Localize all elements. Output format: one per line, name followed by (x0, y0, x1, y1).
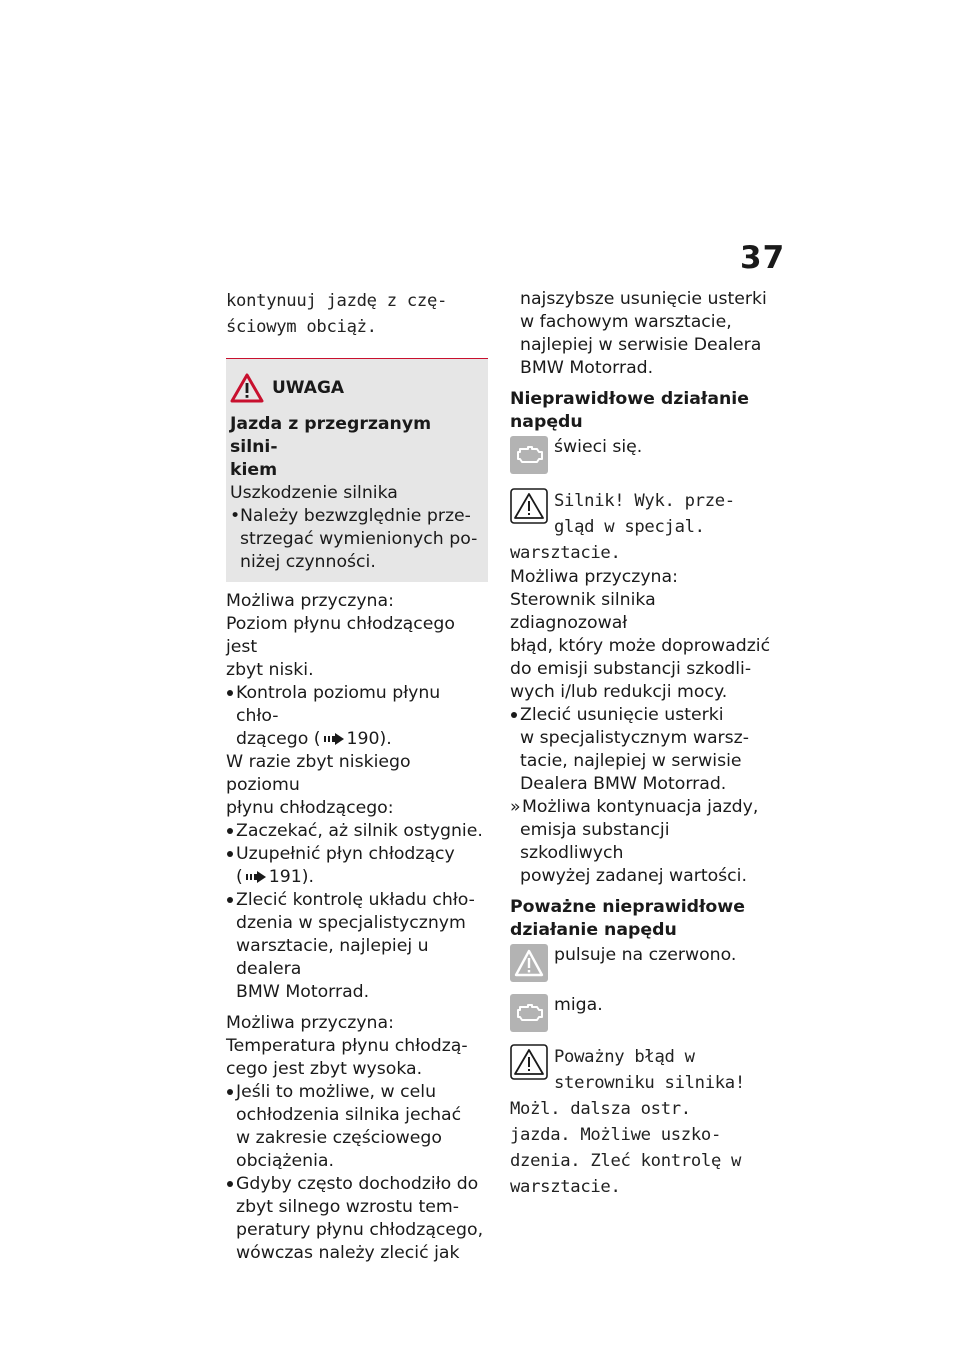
mono-line: Możl. dalsza ostr. (510, 1099, 691, 1119)
indicator-status: miga. (554, 995, 603, 1015)
step-item-cont: peratury płynu chłodzącego, (236, 1220, 484, 1240)
warning-bullet-cont: niżej czynności. (240, 552, 376, 572)
warning-box (226, 358, 488, 582)
step-item-cont: najszybsze usunięcie usterki (520, 289, 767, 309)
mono-line: ściowym obciąż. (226, 317, 377, 337)
result-item: » Możliwa kontynuacja jazdy, (510, 796, 776, 819)
step-item-cont: BMW Motorrad. (520, 358, 654, 378)
step-item-cont: obciążenia. (236, 1151, 334, 1171)
step-item-cont: warsztacie, najlepiej u dealera (236, 936, 429, 979)
page-reference-arrow-icon[interactable] (323, 732, 345, 746)
step-item-cont: w fachowym warsztacie, (520, 312, 732, 332)
indicator-status: świeci się. (554, 437, 643, 457)
mono-line: gląd w specjal. (554, 517, 705, 537)
step-item-cont (226, 728, 488, 751)
mono-line: Silnik! Wyk. prze- (554, 491, 735, 511)
step-item-cont: tacie, najlepiej w serwisie (520, 751, 742, 771)
step-item-cont: ochłodzenia silnika jechać (236, 1105, 462, 1125)
step-item-cont: w zakresie częściowego (236, 1128, 442, 1148)
step-item: Zlecić kontrolę układu chło- (226, 889, 488, 912)
cause-text: do emisji substancji szkodli- (510, 659, 752, 679)
condition-text: W razie zbyt niskiego poziomu (226, 752, 411, 795)
mono-line: sterowniku silnika! (554, 1073, 745, 1093)
page-reference[interactable]: 190). (346, 729, 392, 749)
cause-text: wych i/lub redukcji mocy. (510, 682, 728, 702)
cause-text: cego jest zbyt wysoka. (226, 1059, 423, 1079)
step-item-cont (226, 866, 488, 889)
mono-line: kontynuuj jazdę z czę- (226, 291, 448, 311)
display-message (554, 488, 735, 540)
warning-bullet-cont: strzegać wymienionych po- (240, 529, 478, 549)
step-item-cont: Dealera BMW Motorrad. (520, 774, 727, 794)
section-title: napędu (510, 412, 583, 432)
step-item-cont: zbyt silnego wzrostu tem- (236, 1197, 459, 1217)
display-message-cont: warsztacie. (510, 543, 621, 563)
step-text: dzącego ( (236, 729, 321, 749)
warning-heading: kiem (230, 460, 278, 480)
cause-label: Możliwa przyczyna: (226, 591, 394, 611)
warning-title: UWAGA (272, 378, 345, 398)
engine-icon (510, 994, 548, 1032)
indicator-row (510, 994, 776, 1032)
step-item: Zaczekać, aż silnik ostygnie. (226, 820, 488, 843)
step-item-cont: wówczas należy zlecić jak (236, 1243, 460, 1263)
display-message-row (510, 1044, 776, 1096)
section-title: Nieprawidłowe działanie (510, 389, 749, 409)
result-item-cont: powyżej zadanej wartości. (520, 866, 747, 886)
mono-line: dzenia. Zleć kontrolę w (510, 1151, 742, 1171)
warning-consequence: Uszkodzenie silnika (230, 483, 398, 503)
cause-label: Możliwa przyczyna: (510, 567, 678, 587)
warning-header (230, 373, 484, 403)
display-message-row (510, 488, 776, 540)
page-reference[interactable]: 191). (268, 867, 314, 887)
mono-line: jazda. Możliwe uszko- (510, 1125, 722, 1145)
display-message (554, 1044, 745, 1096)
section-title: działanie napędu (510, 920, 677, 940)
step-item: Jeśli to możliwe, w celu (226, 1081, 488, 1104)
step-item-cont: najlepiej w serwisie Dealera (520, 335, 762, 355)
page-reference-arrow-icon[interactable] (245, 870, 267, 884)
cause-label: Możliwa przyczyna: (226, 1013, 394, 1033)
indicator-row (510, 944, 776, 982)
right-column (510, 288, 776, 1200)
step-item: Kontrola poziomu płynu chło- (226, 682, 488, 728)
mono-line: Poważny błąd w (554, 1047, 695, 1067)
general-warning-icon (510, 944, 548, 982)
indicator-row (510, 436, 776, 474)
left-column (226, 288, 488, 1265)
result-item-cont: emisja substancji szkodliwych (520, 820, 670, 863)
warning-heading: Jazda z przegrzanym silni- (230, 414, 432, 457)
step-text: ( (236, 867, 243, 887)
warning-triangle-icon (230, 373, 264, 403)
display-message-continuation (226, 288, 488, 340)
cause-text: Poziom płynu chłodzącego jest (226, 614, 455, 657)
cause-text: zbyt niski. (226, 660, 314, 680)
step-item: Zlecić usunięcie usterki (510, 704, 776, 727)
page-number: 37 (740, 240, 786, 276)
section-title: Poważne nieprawidłowe (510, 897, 745, 917)
condition-text: płynu chłodzącego: (226, 798, 394, 818)
step-item-cont: w specjalistycznym warsz- (520, 728, 749, 748)
mono-line: warsztacie. (510, 1177, 621, 1197)
cause-text: błąd, który może doprowadzić (510, 636, 771, 656)
warning-bullet: • Należy bezwzględnie prze- (230, 505, 484, 528)
display-message-cont (510, 1096, 776, 1200)
cause-text: Temperatura płynu chłodzą- (226, 1036, 468, 1056)
general-warning-icon (510, 488, 548, 524)
engine-icon (510, 436, 548, 474)
step-item-cont: BMW Motorrad. (236, 982, 370, 1002)
cause-text: Sterownik silnika zdiagnozował (510, 590, 656, 633)
general-warning-icon (510, 1044, 548, 1080)
step-item: Gdyby często dochodziło do (226, 1173, 488, 1196)
indicator-status: pulsuje na czerwono. (554, 945, 737, 965)
step-item-cont: dzenia w specjalistycznym (236, 913, 466, 933)
step-item: Uzupełnić płyn chłodzący (226, 843, 488, 866)
